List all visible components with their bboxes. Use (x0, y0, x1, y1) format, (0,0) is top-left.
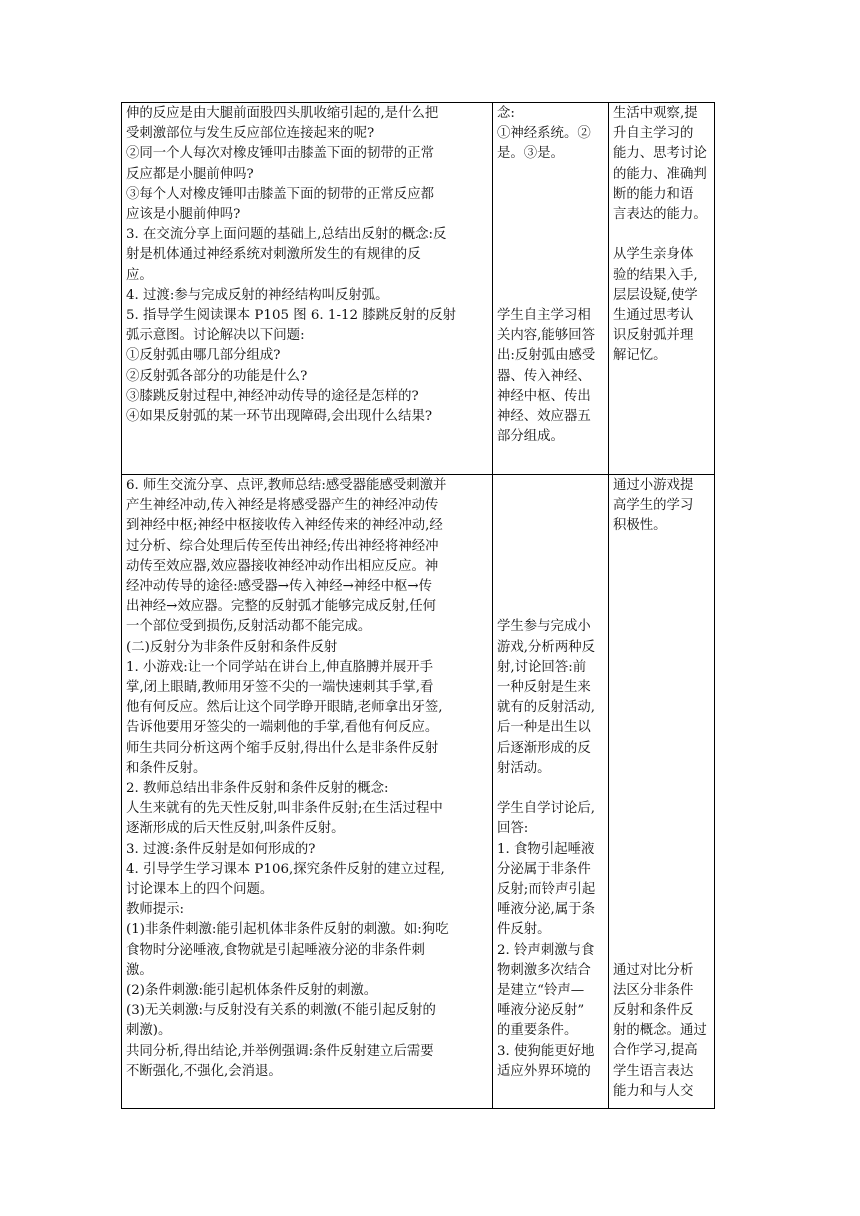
blank-line (497, 225, 604, 245)
text-line: 回答: (497, 821, 529, 837)
table-row (122, 475, 715, 1109)
blank-line (613, 678, 710, 698)
text-line: 应该是小腿前伸吗? (126, 207, 241, 223)
blank-line (613, 799, 710, 819)
student-text-b (497, 165, 604, 448)
text-line: 食物时分泌唾液,食物就是引起唾液分泌的非条件刺 (126, 942, 425, 958)
text-line: 学生自主学习相 (497, 307, 591, 323)
text-line: 反射和条件反 (613, 1002, 694, 1018)
text-line: 弧示意图。讨论解决以下问题: (126, 328, 305, 344)
text-line: 适应外界环境的 (497, 1063, 591, 1079)
text-line: 共同分析,得出结论,并举例强调:条件反射建立后需要 (126, 1043, 434, 1059)
text-line: 唾液分泌,属于条 (497, 902, 595, 918)
design-intent-cell (609, 475, 715, 1109)
student-text-b (497, 779, 604, 1082)
text-line: 伸的反应是由大腿前面股四头肌收缩引起的,是什么把 (126, 106, 439, 121)
text-line: 生通过思考认 (613, 308, 694, 324)
table-row (122, 103, 715, 475)
text-line: 5. 指导学生阅读课本 P105 图 6. 1-12 膝跳反射的反射 (126, 308, 456, 324)
blank-line (497, 476, 604, 496)
text-line: (1)非条件刺激:能引起机体非条件反射的刺激。如:狗吃 (126, 922, 449, 938)
text-line: 掌,闭上眼睛,教师用牙签不尖的一端快速刺其手掌,看 (126, 680, 434, 696)
teacher-activity-cell (122, 475, 493, 1109)
blank-line (613, 920, 710, 940)
blank-line (613, 577, 710, 597)
blank-line (497, 286, 604, 306)
text-line: ①神经系统。② (497, 126, 591, 142)
text-line: ③每个人对橡皮锤叩击膝盖下面的韧带的正常反应都 (126, 186, 434, 202)
blank-line (497, 165, 604, 185)
text-line: 物刺激多次结合 (497, 962, 591, 978)
text-line: 产生神经冲动,传入神经是将感受器产生的神经冲动传 (126, 498, 439, 514)
text-line: (3)无关刺激:与反射没有关系的刺激(不能引起反射的 (126, 1003, 436, 1019)
blank-line (613, 759, 710, 779)
blank-line (497, 496, 604, 516)
text-line: 部分组成。 (497, 429, 564, 445)
text-line: 学生语言表达 (613, 1063, 694, 1079)
text-line: 层层设疑,使学 (613, 287, 698, 303)
text-line: 逐渐形成的后天性反射,叫条件反射。 (126, 821, 345, 837)
intent-text-a (613, 104, 710, 225)
blank-line (497, 185, 604, 205)
student-text-a (497, 104, 604, 165)
text-line: 学生参与完成小 (497, 619, 591, 635)
text-line: 受刺激部位与发生反应部位连接起来的呢? (126, 126, 375, 142)
text-line: 4. 引导学生学习课本 P106,探究条件反射的建立过程, (126, 861, 445, 877)
text-line: 过分析、综合处理后传至传出神经;传出神经将神经冲 (126, 538, 439, 554)
text-line: 射是机体通过神经系统对刺激所发生的有规律的反 (126, 247, 421, 263)
text-line: 件反射。 (497, 922, 551, 938)
text-line: 射,讨论回答:前 (497, 659, 587, 675)
text-line: 反应都是小腿前伸吗? (126, 166, 254, 182)
text-line: 3. 使狗能更好地 (497, 1043, 595, 1059)
blank-line (613, 658, 710, 678)
student-text-a (497, 476, 604, 779)
text-line: 和条件反射。 (126, 760, 207, 776)
text-line: 后一种是出生以 (497, 720, 591, 736)
text-line: 神经、效应器五 (497, 408, 591, 424)
text-line: 后逐渐形成的反 (497, 740, 591, 756)
blank-line (613, 880, 710, 900)
text-line: 升自主学习的 (613, 126, 694, 142)
text-line: 解记忆。 (613, 348, 667, 364)
text-line: ②同一个人每次对橡皮锤叩击膝盖下面的韧带的正常 (126, 146, 434, 162)
text-line: 刺激)。 (126, 1023, 172, 1039)
blank-line (613, 819, 710, 839)
text-line: 神经中枢、传出 (497, 388, 591, 404)
blank-line (613, 597, 710, 617)
blank-line (613, 557, 710, 577)
text-line: 经冲动传导的途径:感受器→传入神经→神经中枢→传 (126, 579, 432, 595)
text-line: 告诉他要用牙签尖的一端刺他的手掌,看他有何反应。 (126, 720, 439, 736)
text-line: 不断强化,不强化,会消退。 (126, 1063, 282, 1079)
blank-line (497, 537, 604, 557)
text-line: 2. 铃声刺激与食 (497, 942, 595, 958)
blank-line (613, 225, 710, 245)
text-line: 断的能力和语 (613, 186, 694, 202)
text-line: 能力和与人交 (613, 1083, 694, 1099)
blank-line (497, 516, 604, 536)
blank-line (497, 245, 604, 265)
text-line: ④如果反射弧的某一环节出现障碍,会出现什么结果? (126, 409, 433, 425)
text-line: 唾液分泌反射” (497, 1003, 585, 1019)
text-line: 应。 (126, 267, 153, 283)
text-line: 能力、思考讨论 (613, 146, 707, 162)
text-line: 学生自学讨论后, (497, 801, 595, 817)
text-line: 通过小游戏提 (613, 478, 694, 493)
blank-line (497, 779, 604, 799)
blank-line (613, 779, 710, 799)
intent-text-b (613, 537, 710, 1102)
teacher-activity-cell (122, 103, 493, 475)
text-line: 动传至效应器,效应器接收神经冲动作出相应反应。神 (126, 558, 439, 574)
text-line: 1. 食物引起唾液 (497, 841, 595, 857)
blank-line (613, 617, 710, 637)
text-line: 师生共同分析这两个缩手反射,得出什么是非条件反射 (126, 740, 439, 756)
text-line: 法区分非条件 (613, 982, 694, 998)
blank-line (613, 839, 710, 859)
text-line: 到神经中枢;神经中枢接收传入神经传来的神经冲动,经 (126, 518, 443, 534)
text-line: 游戏,分析两种反 (497, 639, 595, 655)
blank-line (497, 577, 604, 597)
blank-line (613, 638, 710, 658)
text-line: 一种反射是生来 (497, 679, 591, 695)
intent-text-a (613, 476, 710, 537)
blank-line (613, 718, 710, 738)
student-activity-cell (493, 475, 609, 1109)
text-line: 出神经→效应器。完整的反射弧才能够完成反射,任何 (126, 599, 437, 615)
blank-line (613, 698, 710, 718)
text-line: 6. 师生交流分享、点评,教师总结:感受器能感受刺激并 (126, 478, 447, 493)
text-line: 射活动。 (497, 760, 551, 776)
text-line: 的重要条件。 (497, 1023, 578, 1039)
text-line: 3. 在交流分享上面问题的基础上,总结出反射的概念:反 (126, 227, 447, 243)
blank-line (613, 738, 710, 758)
text-line: 生活中观察,提 (613, 106, 698, 121)
design-intent-cell (609, 103, 715, 475)
text-line: 高学生的学习 (613, 498, 694, 514)
text-line: 合作学习,提高 (613, 1043, 698, 1059)
text-line: 激。 (126, 962, 153, 978)
text-line: ③膝跳反射过程中,神经冲动传导的途径是怎样的? (126, 388, 419, 404)
text-line: 他有何反应。然后让这个同学睁开眼睛,老师拿出牙签, (126, 700, 443, 716)
text-line: 讨论课本上的四个问题。 (126, 882, 274, 898)
text-line: ②反射弧各部分的功能是什么? (126, 368, 308, 384)
text-line: 念: (497, 106, 515, 121)
text-line: 一个部位受到损伤,反射活动都不能完成。 (126, 619, 372, 635)
text-line: 验的结果入手, (613, 267, 698, 283)
text-line: 就有的反射活动, (497, 700, 595, 716)
text-line: 1. 小游戏:让一个同学站在讲台上,伸直胳膊并展开手 (126, 659, 434, 675)
text-line: 反射;而铃声引起 (497, 881, 596, 897)
text-line: 3. 过渡:条件反射是如何形成的? (126, 841, 316, 857)
blank-line (497, 266, 604, 286)
text-line: 教师提示: (126, 902, 185, 918)
text-line: (2)条件刺激:能引起机体条件反射的刺激。 (126, 983, 378, 999)
blank-line (497, 597, 604, 617)
blank-line (497, 557, 604, 577)
text-line: 器、传入神经、 (497, 368, 591, 384)
lesson-plan-table (121, 102, 715, 1109)
text-line: 通过对比分析 (613, 962, 694, 978)
text-line: 分泌属于非条件 (497, 861, 591, 877)
blank-line (613, 900, 710, 920)
text-line: 人生来就有的先天性反射,叫非条件反射;在生活过程中 (126, 801, 443, 817)
text-line: 从学生亲身体 (613, 247, 694, 263)
text-line: 是建立“铃声— (497, 982, 585, 998)
text-line: 的能力、准确判 (613, 166, 707, 182)
intent-text-b (613, 225, 710, 366)
text-line: 积极性。 (613, 518, 667, 534)
text-line: (二)反射分为非条件反射和条件反射 (126, 639, 338, 655)
blank-line (613, 940, 710, 960)
text-line: 出:反射弧由感受 (497, 348, 596, 364)
text-line: 言表达的能力。 (613, 207, 707, 223)
text-line: 是。③是。 (497, 146, 564, 162)
text-line: 4. 过渡:参与完成反射的神经结构叫反射弧。 (126, 287, 389, 303)
text-line: 2. 教师总结出非条件反射和条件反射的概念: (126, 781, 389, 797)
text-line: 射的概念。通过 (613, 1023, 707, 1039)
student-activity-cell (493, 103, 609, 475)
text-line: 关内容,能够回答 (497, 328, 595, 344)
text-line: ①反射弧由哪几部分组成? (126, 348, 281, 364)
blank-line (613, 537, 710, 557)
text-line: 识反射弧并理 (613, 328, 694, 344)
blank-line (497, 205, 604, 225)
blank-line (613, 860, 710, 880)
